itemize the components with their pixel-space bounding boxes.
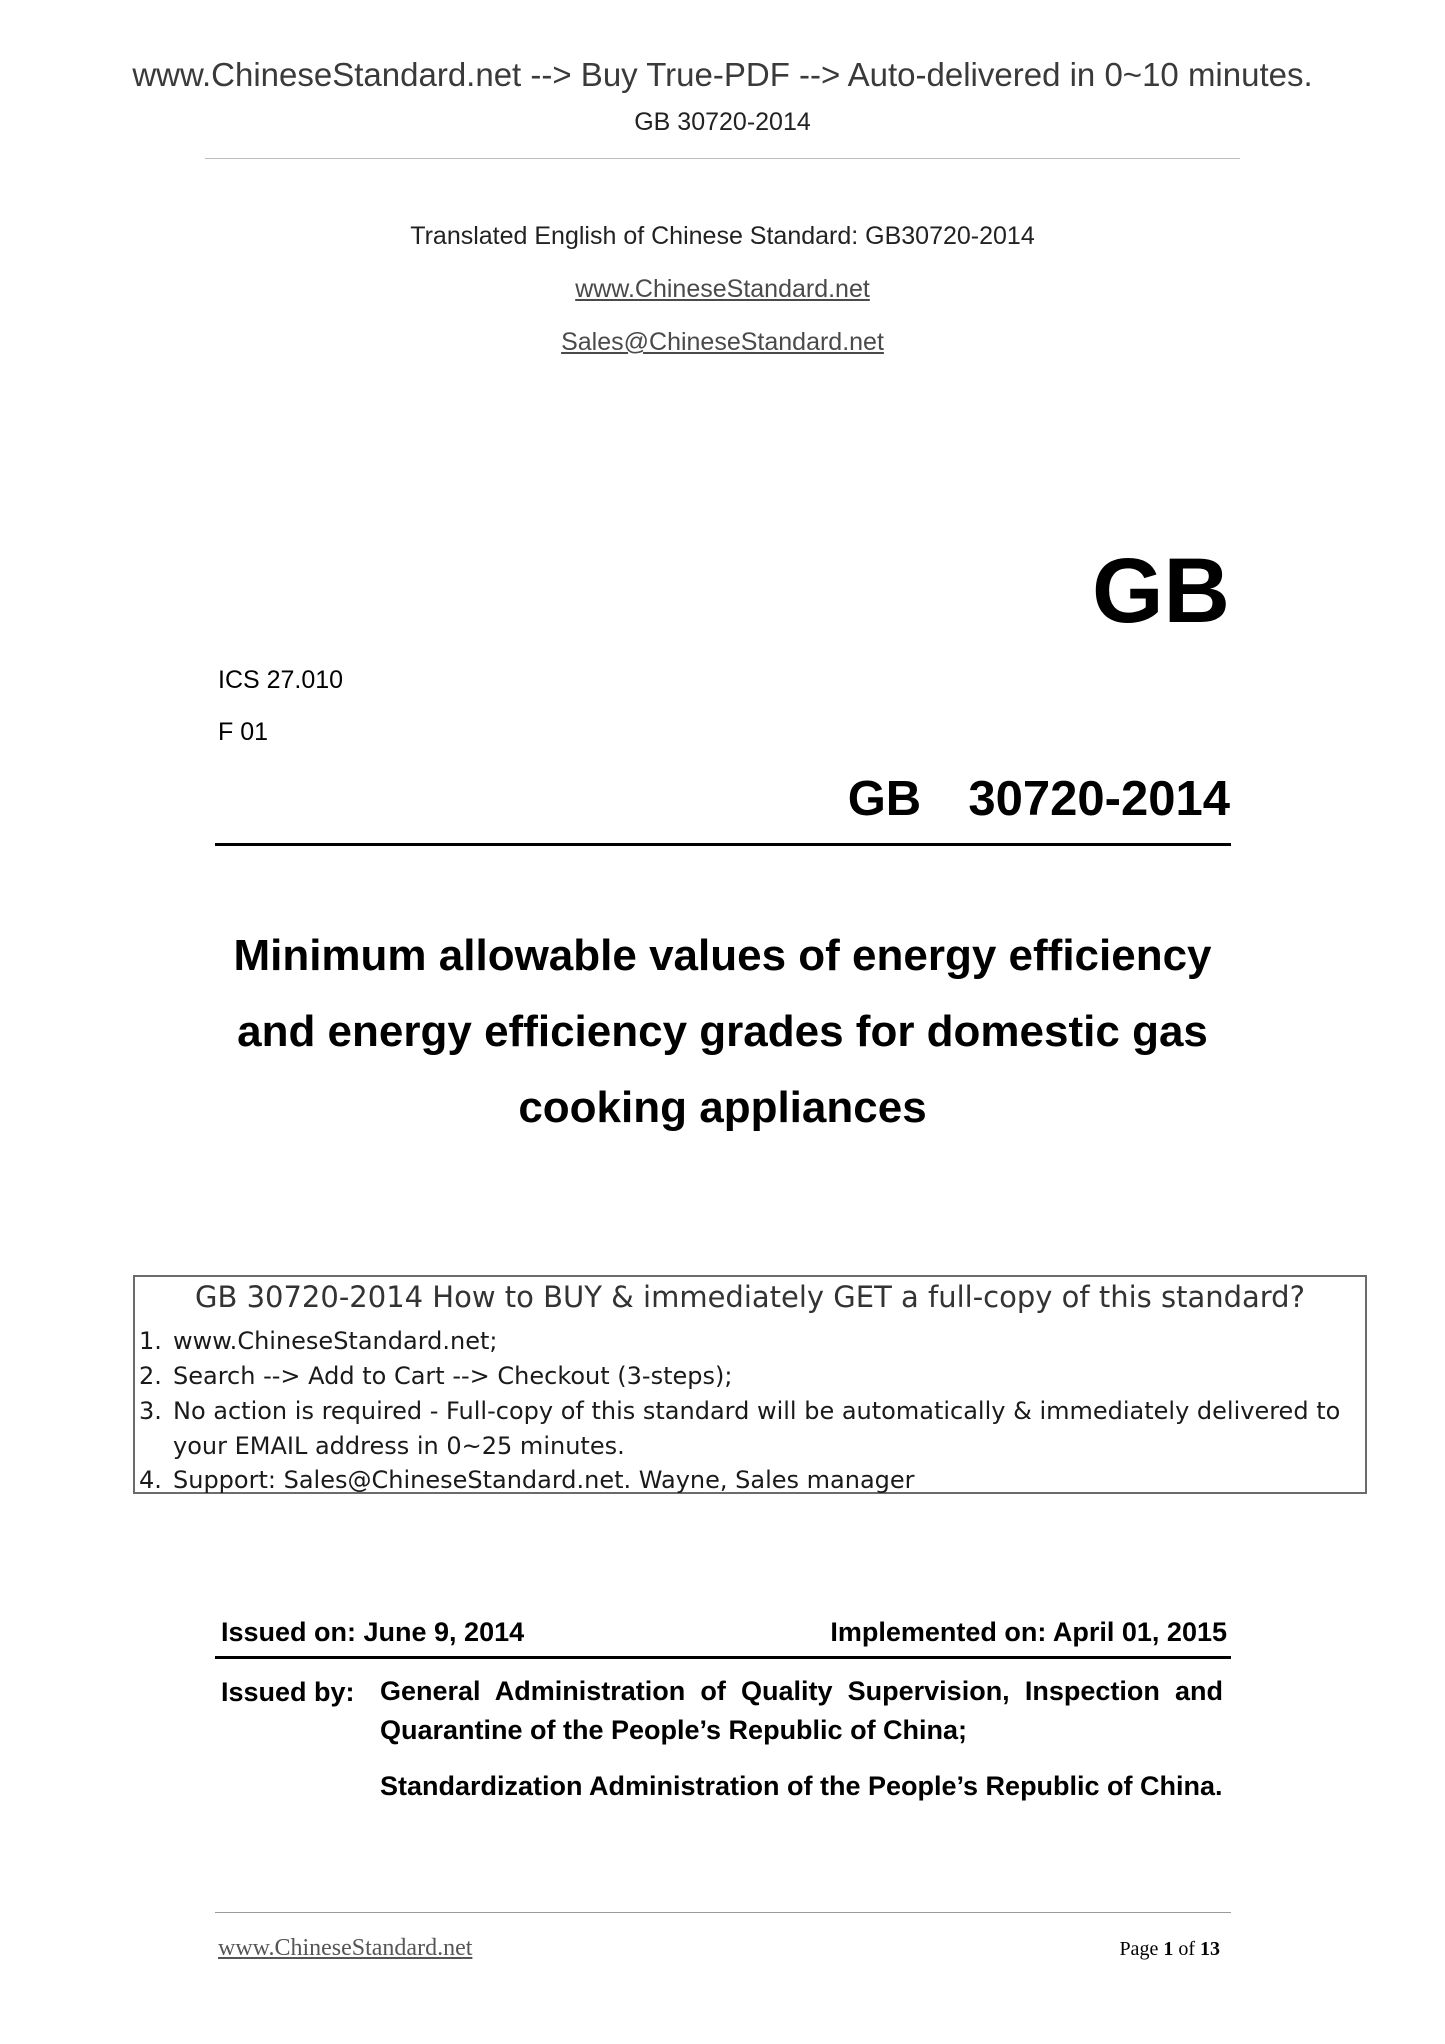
step-text: www.ChineseStandard.net; [173, 1327, 498, 1355]
page-indicator [1119, 1938, 1220, 1961]
ics-code: ICS 27.010 [218, 666, 344, 694]
standard-number: GB 30720-2014 [847, 772, 1230, 826]
page-number: 1 [1163, 1938, 1174, 1960]
purchase-step [139, 1362, 732, 1390]
step-number: 3. [139, 1397, 162, 1425]
step-number: 4. [139, 1466, 162, 1494]
step-text: Support: Sales@ChineseStandard.net. Wayne, Sales manager [173, 1466, 915, 1494]
issuer-aqsiq: General Administration of Quality Supervision, Inspection and Quarantine of the People’s Republic of China; [380, 1676, 1223, 1745]
gb-mark: GB [1092, 540, 1230, 642]
step-number: 2. [139, 1362, 162, 1390]
title-line: and energy efficiency grades for domestic gas [237, 1007, 1208, 1056]
document-title [0, 918, 1445, 1146]
footer-site-link[interactable]: www.ChineseStandard.net [218, 1935, 473, 1961]
issued-by-label: Issued by: [221, 1677, 355, 1707]
footer-divider [215, 1912, 1231, 1913]
issue-divider [215, 1656, 1231, 1659]
site-link[interactable]: www.ChineseStandard.net [575, 275, 870, 303]
issuer-sac: Standardization Administration of the People’s Republic of China. [380, 1771, 1223, 1801]
sales-link-wrap [0, 328, 1445, 357]
title-line: cooking appliances [518, 1083, 927, 1132]
implemented-on-date: Implemented on: April 01, 2015 [830, 1617, 1227, 1647]
header-standard-code: GB 30720-2014 [634, 108, 811, 136]
title-divider [215, 843, 1231, 846]
purchase-info-box [133, 1275, 1367, 1494]
translated-title-line: Translated English of Chinese Standard: GB30720-2014 [410, 222, 1035, 250]
issued-on-date: Issued on: June 9, 2014 [221, 1617, 525, 1647]
header-divider [205, 158, 1240, 159]
classification-code: F 01 [218, 718, 269, 746]
site-link-wrap [0, 275, 1445, 304]
purchase-step [139, 1327, 497, 1355]
purchase-step [139, 1466, 915, 1494]
page-total: 13 [1200, 1938, 1220, 1960]
purchase-step [139, 1397, 1340, 1425]
purchase-box-title: GB 30720-2014 How to BUY & immediately GET a full-copy of this standard? [194, 1280, 1305, 1314]
step-text: Search --> Add to Cart --> Checkout (3-steps); [173, 1362, 733, 1390]
of-word: of [1178, 1938, 1195, 1960]
title-line: Minimum allowable values of energy efficiency [233, 931, 1212, 980]
purchase-step-continuation: your EMAIL address in 0~25 minutes. [173, 1432, 625, 1460]
sales-email-link[interactable]: Sales@ChineseStandard.net [561, 328, 884, 356]
top-banner: www.ChineseStandard.net --> Buy True-PDF --> Auto-delivered in 0~10 minutes. [132, 56, 1313, 93]
step-number: 1. [139, 1327, 162, 1355]
step-text: No action is required - Full-copy of this standard will be automatically & immediately delivered to [173, 1397, 1341, 1425]
page-word: Page [1119, 1938, 1159, 1960]
